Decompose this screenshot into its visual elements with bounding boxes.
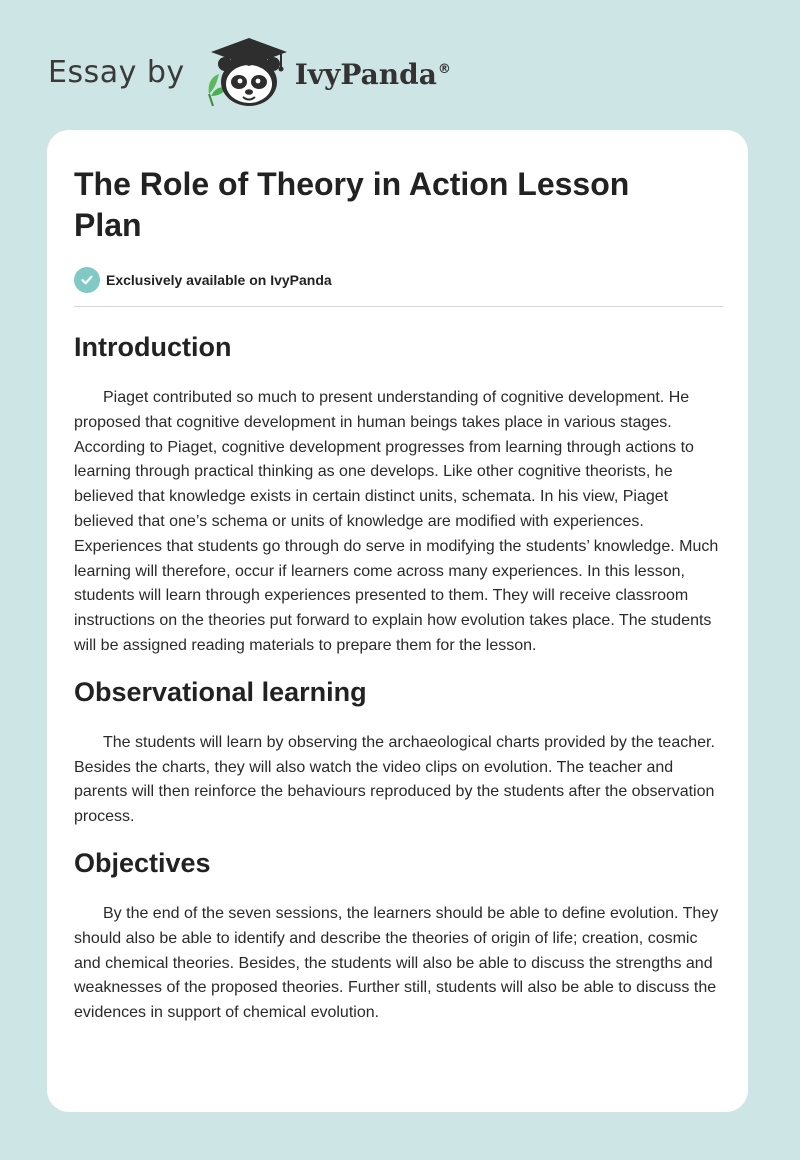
brand-name[interactable]: IvyPanda® [294, 57, 451, 91]
registered-mark: ® [437, 62, 451, 78]
essay-by-label: Essay by [48, 54, 185, 90]
divider [74, 306, 723, 307]
exclusive-badge-text: Exclusively available on IvyPanda [106, 272, 332, 288]
section-heading-objectives: Objectives [74, 847, 211, 878]
section-paragraph-introduction: Piaget contributed so much to present understanding of cognitive development. He proposed that cognitive development in human beings takes place in various stages. According to Piaget, cognitive development progresses from learning through actions to learning through practical thinking as one develops. Like other cognitive theorists, he believed that knowledge exists in certain distinct units, schemata. In his view, Piaget believed that one’s schema or units of knowledge are modified with experiences. Experiences that students go through do serve in modifying the students’ knowledge. Much learning will therefore, occur if learners come across many experiences. In this lesson, students will learn through experiences presented to them. They will receive classroom instructions on the theories put forward to explain how evolution takes place. The students will be assigned reading materials to prepare them for the lesson. [74, 389, 719, 654]
section-paragraph-observational-learning: The students will learn by observing the archaeological charts provided by the teacher. Besides the charts, they will also watch the video clips on evolution. The teacher and parents will then reinforce the behaviours reproduced by the students after the observation process. [74, 733, 715, 826]
section-heading-observational-learning: Observational learning [74, 676, 367, 707]
article-card [47, 130, 748, 1112]
section-paragraph-objectives: By the end of the seven sessions, the learners should be able to define evolution. They should also be able to identify and describe the theories of origin of life; creation, cosmic and chemical theories. Besides, the students will also be able to discuss the strengths and weaknesses of the proposed theories. Further still, students will also be able to discuss the evidences in support of chemical evolution. [74, 904, 719, 1022]
panda-graduate-logo-icon[interactable] [199, 36, 291, 108]
exclusive-badge [74, 267, 721, 293]
check-icon [74, 267, 100, 293]
page-title: The Role of Theory in Action Lesson Plan [74, 166, 630, 243]
site-header [48, 36, 451, 108]
section-heading-introduction: Introduction [74, 332, 232, 362]
